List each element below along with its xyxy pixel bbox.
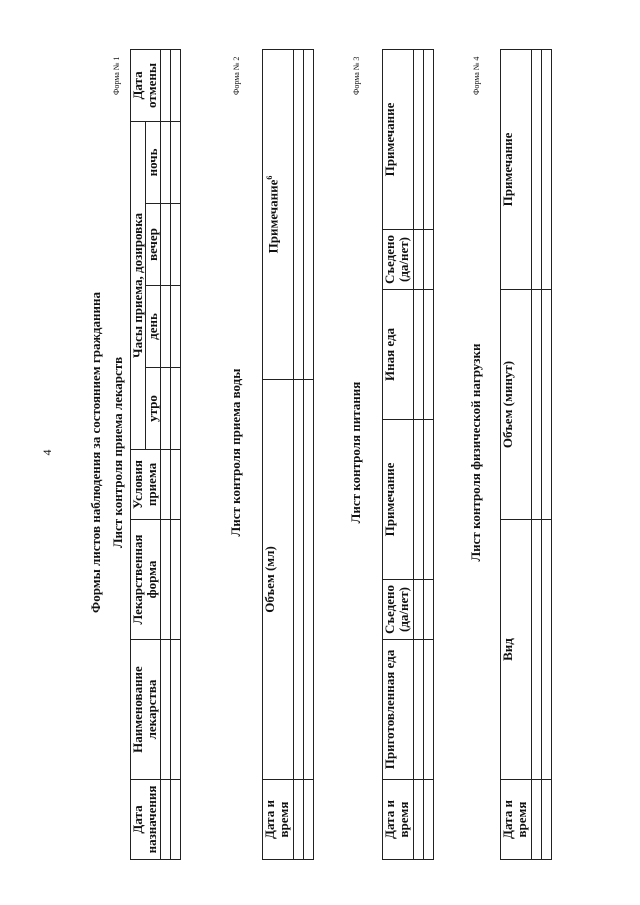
form2-empty-row	[294, 50, 304, 860]
form2-col-note: Примечание$^6$	[263, 50, 294, 380]
form2-col-datetime: Дата и время	[263, 780, 294, 860]
form3-empty-row	[414, 50, 424, 860]
form3-col-other-note: Примечание	[383, 50, 414, 230]
form1-label: Форма № 1	[112, 56, 121, 95]
form1-col-cancel: Дата отмены	[131, 49, 161, 121]
form1-col-group: Часы приема, дозировка	[131, 121, 146, 449]
form4-empty-row	[542, 50, 552, 860]
form4-table	[500, 49, 552, 860]
main-title: Формы листов наблюдения за состоянием гражданина	[88, 292, 103, 613]
form1-sub-evening: вечер	[146, 204, 161, 286]
form1-col-conditions: Условия приема	[131, 450, 161, 520]
form3-label: Форма № 3	[352, 56, 361, 95]
form2-table	[262, 49, 314, 860]
form3-table	[382, 49, 434, 860]
form1-sub-day: день	[146, 286, 161, 368]
form3-empty-row	[424, 50, 434, 860]
form1-title: Лист контроля приема лекарств	[110, 356, 125, 549]
page-number: 4	[40, 449, 54, 456]
form2-title: Лист контроля приема воды	[228, 368, 243, 537]
form2-col-volume: Объем (мл)	[263, 380, 294, 780]
form1-col-name: Наименование лекарства	[131, 640, 161, 780]
form1-col-form: Лекарственная форма	[131, 520, 161, 640]
form2-empty-row	[304, 50, 314, 860]
form4-col-datetime: Дата и время	[501, 780, 532, 860]
form1-empty-row	[161, 49, 171, 859]
form3-col-other: Иная еда	[383, 290, 414, 420]
form4-title: Лист контроля физической нагрузки	[468, 343, 483, 562]
form4-col-type: Вид	[501, 520, 532, 780]
form4-col-note: Примечание	[501, 50, 532, 290]
form3-col-cooked: Приготовленная еда	[383, 640, 414, 780]
form3-col-eaten: Съедено (да/нет)	[383, 580, 414, 640]
form3-col-other-eaten: Съедено (да/нет)	[383, 230, 414, 290]
form4-label: Форма № 4	[472, 56, 481, 95]
form1-empty-row	[171, 49, 181, 859]
form1-sub-morning: утро	[146, 368, 161, 450]
form3-col-note: Примечание	[383, 420, 414, 580]
form2-label: Форма № 2	[232, 56, 241, 95]
form1-col-date: Дата назначения	[131, 780, 161, 860]
form4-empty-row	[532, 50, 542, 860]
form1-sub-night: ночь	[146, 121, 161, 203]
form1-table	[130, 49, 181, 860]
form4-col-volume: Объем (минут)	[501, 290, 532, 520]
form3-col-datetime: Дата и время	[383, 780, 414, 860]
form3-title: Лист контроля питания	[348, 381, 363, 524]
